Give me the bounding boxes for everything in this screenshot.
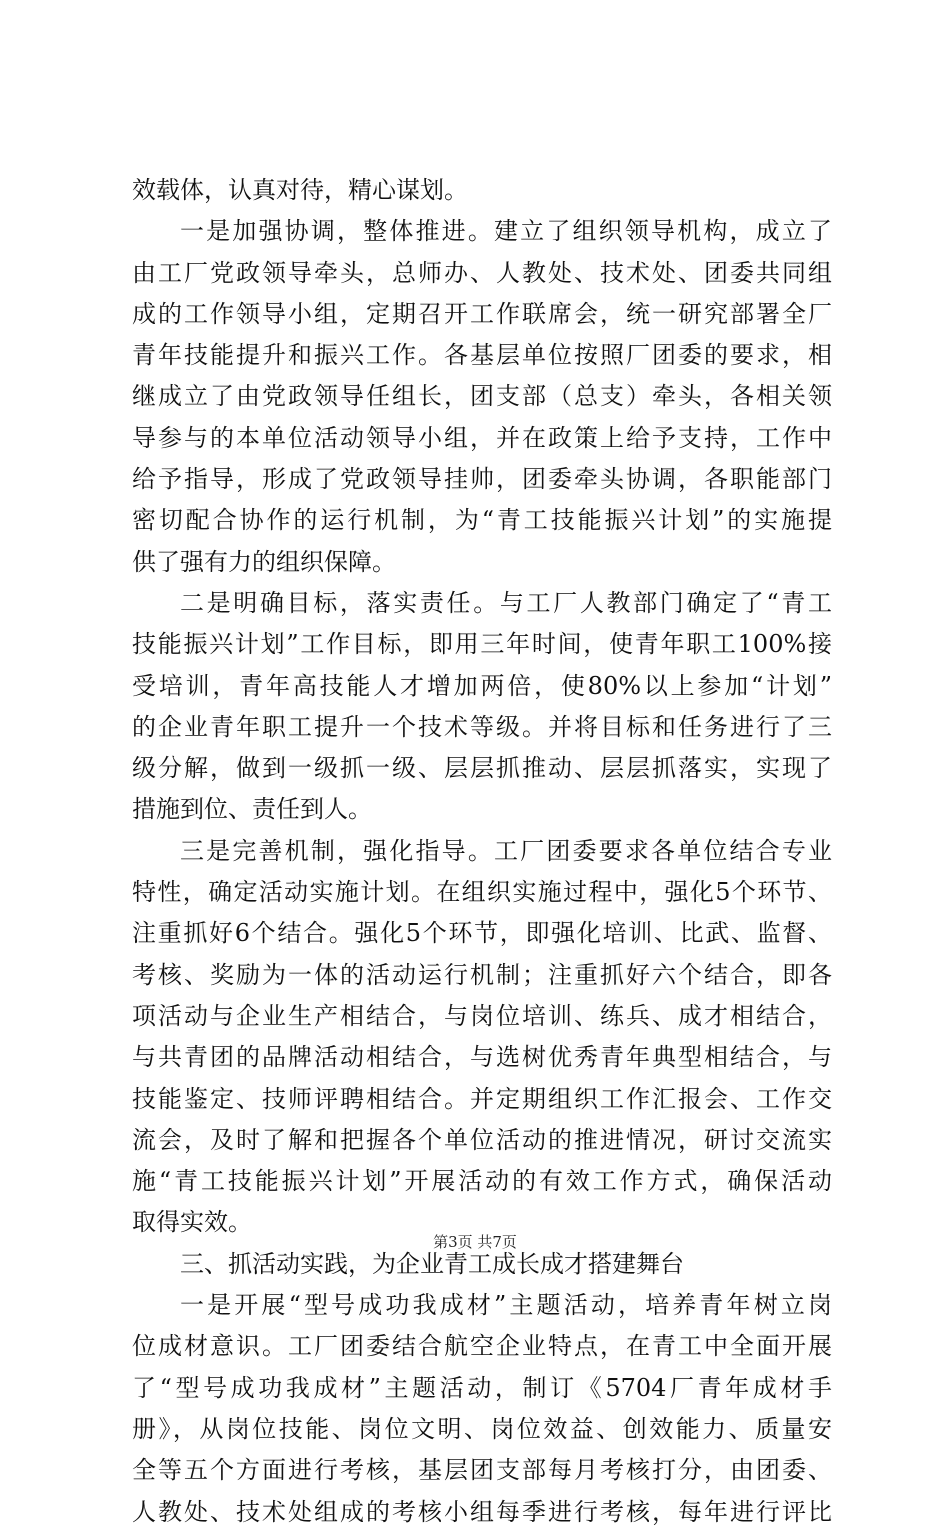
text-line: 一是开展“型号成功我成材”主题活动，培养青年树立岗 (180, 1291, 832, 1320)
text-line: 青年技能提升和振兴工作。各基层单位按照厂团委的要求，相 (132, 341, 832, 370)
text-line: 措施到位、责任到人。 (132, 795, 372, 824)
text-line: 与共青团的品牌活动相结合，与选树优秀青年典型相结合，与 (132, 1043, 832, 1072)
text-line: 注重抓好6个结合。强化5个环节，即强化培训、比武、监督、 (132, 919, 832, 948)
text-line: 继成立了由党政领导任组长，团支部（总支）牵头，各相关领 (132, 382, 832, 411)
text-line: 施“青工技能振兴计划”开展活动的有效工作方式，确保活动 (132, 1167, 832, 1196)
text-line: 三、抓活动实践，为企业青工成长成才搭建舞台 (180, 1249, 684, 1278)
text-line: 流会，及时了解和把握各个单位活动的推进情况，研讨交流实 (132, 1125, 832, 1154)
text-line: 取得实效。 (132, 1208, 252, 1237)
text-line: 密切配合协作的运行机制，为“青工技能振兴计划”的实施提 (132, 506, 832, 535)
text-line: 给予指导，形成了党政领导挂帅，团委牵头协调，各职能部门 (132, 465, 832, 494)
text-line: 特性，确定活动实施计划。在组织实施过程中，强化5个环节、 (132, 878, 832, 907)
text-line: 三是完善机制，强化指导。工厂团委要求各单位结合专业 (180, 836, 832, 865)
text-line: 一是加强协调，整体推进。建立了组织领导机构，成立了 (180, 217, 832, 246)
text-line: 全等五个方面进行考核，基层团支部每月考核打分，由团委、 (132, 1456, 832, 1485)
text-line: 二是明确目标，落实责任。与工厂人教部门确定了“青工 (180, 588, 832, 617)
text-line: 技能鉴定、技师评聘相结合。并定期组织工作汇报会、工作交 (132, 1084, 832, 1113)
text-line: 效载体，认真对待，精心谋划。 (132, 176, 468, 204)
text-line: 成的工作领导小组，定期召开工作联席会，统一研究部署全厂 (132, 299, 832, 328)
text-line: 项活动与企业生产相结合，与岗位培训、练兵、成才相结合， (132, 1001, 832, 1030)
text-line: 册》，从岗位技能、岗位文明、岗位效益、创效能力、质量安 (132, 1414, 832, 1443)
document-body (132, 170, 832, 1533)
text-line: 级分解，做到一级抓一级、层层抓推动、层层抓落实，实现了 (132, 754, 832, 783)
text-line: 了“型号成功我成材”主题活动，制订《5704厂青年成材手 (132, 1373, 832, 1402)
text-line: 受培训，青年高技能人才增加两倍，使80%以上参加“计划” (132, 671, 832, 700)
text-line: 的企业青年职工提升一个技术等级。并将目标和任务进行了三 (132, 712, 832, 741)
text-line: 考核、奖励为一体的活动运行机制；注重抓好六个结合，即各 (132, 960, 832, 989)
page-footer: 第3页 共7页 (433, 1233, 517, 1251)
text-line: 技能振兴计划”工作目标，即用三年时间，使青年职工100%接 (132, 630, 832, 659)
text-line: 位成材意识。工厂团委结合航空企业特点，在青工中全面开展 (132, 1332, 832, 1361)
text-line: 供了强有力的组织保障。 (132, 547, 396, 576)
text-line: 人教处、技术处组成的考核小组每季进行考核，每年进行评比 (132, 1497, 832, 1526)
text-line: 由工厂党政领导牵头，总师办、人教处、技术处、团委共同组 (132, 258, 832, 287)
text-line: 导参与的本单位活动领导小组，并在政策上给予支持，工作中 (132, 423, 832, 452)
